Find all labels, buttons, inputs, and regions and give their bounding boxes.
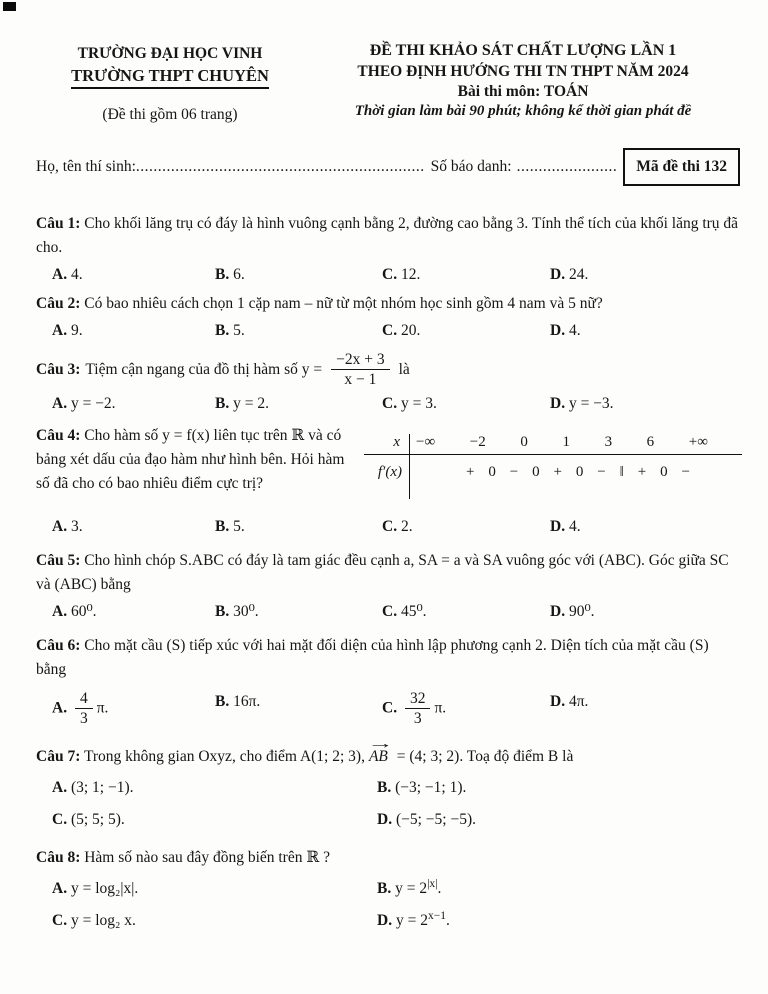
option-a: A. 3. [52,517,83,535]
school-block [36,42,304,124]
bxd-sign: ‖ [619,463,624,480]
question-4-options [36,515,742,539]
bxd-sign: 0 [488,463,496,480]
exam-title-line1: ĐỀ THI KHẢO SÁT CHẤT LƯỢNG LẦN 1 [369,42,677,59]
student-info-row [36,148,744,186]
option-a: A. (3; 1; −1). [52,779,134,797]
question-7-options [36,776,742,832]
student-id-dots: ....................... [516,158,618,175]
bxd-x-value: +∞ [688,433,708,450]
bxd-x-value: 0 [520,433,528,450]
bxd-sign: 0 [660,463,668,480]
exam-title-block [304,42,742,124]
question-1 [36,212,742,287]
bxd-sign: + [466,463,475,480]
option-d: D. 4. [550,517,581,535]
option-d: D. 90⁰. [550,602,595,620]
question-7-text-after: = (4; 3; 2). Toạ độ điểm B là [396,748,574,766]
questions-list [36,212,742,933]
option-a: A. 4. [52,266,83,283]
bxd-sign: − [597,463,606,480]
student-name-label: Họ, tên thí sinh: [36,158,136,175]
question-3-text-after: là [398,360,410,378]
question-7 [36,737,742,832]
student-id-label: Số báo danh: [430,158,512,175]
bxd-sign: 0 [575,463,584,480]
question-6-options [36,690,742,728]
question-2 [36,292,742,343]
option-a: A. y = log₂|x|. [52,880,139,898]
school-name: TRƯỜNG ĐẠI HỌC VINH [77,45,263,62]
question-3-fraction: $\frac{-2x + 3}{x - 1}$ [331,351,389,389]
option-c: C. 20. [382,322,421,339]
bxd-sign: + [637,463,647,480]
question-1-options [36,263,742,287]
exam-title-line2: THEO ĐỊNH HƯỚNG THI TN THPT NĂM 2024 [357,63,689,80]
question-5-options [36,600,742,624]
question-6 [36,634,742,728]
option-d: D. $y = 2^{x-1}$. [377,910,450,930]
question-7-label: Câu 7: [36,748,81,766]
question-4 [36,424,742,539]
bxd-x-value: 6 [646,433,655,450]
option-b: B. (−3; −1; 1). [377,779,467,797]
student-name-dots: .................................................................. [135,158,425,175]
option-c: C. (5; 5; 5). [52,811,125,829]
bxd-x-value: −∞ [416,433,436,450]
sign-table-fprime-label: f′(x) [364,455,410,499]
vector-arrow-icon: → [366,737,394,753]
question-4-label: Câu 4: [36,426,81,444]
option-a: A. y = −2. [52,394,116,412]
option-c: C. y = 3. [382,394,437,412]
option-d: D. 4. [550,322,581,339]
option-c-fraction: $\frac{32}{3}$ [405,690,431,728]
exam-header [0,0,768,124]
bxd-x-value: 1 [562,433,570,450]
option-c: C. 2. [382,517,413,535]
exam-duration: Thời gian làm bài 90 phút; không kể thời gian phát đề [354,103,692,119]
option-a: A. 60⁰. [52,602,97,620]
vector-ab: → AB [369,745,388,769]
question-5-text: Cho hình chóp S.ABC có đáy là tam giác đều cạnh a, SA = a và SA vuông góc với (ABC). Góc giữa SC và (ABC) bằng [36,551,729,593]
option-b: B. 6. [215,266,245,283]
question-3-label: Câu 3: [36,360,81,378]
question-6-text: Cho mặt cầu (S) tiếp xúc với hai mặt đối diện của hình lập phương cạnh 2. Diện tích của mặt cầu (S) bằng [36,636,709,678]
option-b: B. 5. [215,517,245,535]
question-1-text: Cho khối lăng trụ có đáy là hình vuông cạnh bằng 2, đường cao bằng 3. Tính thể tích của khối lăng trụ đã cho. [36,215,739,256]
bxd-x-value: −2 [469,433,486,450]
option-a-fraction: $\frac{4}{3}$ [75,690,93,728]
option-a: A. $\frac{4}{3}$ π. [52,689,109,728]
question-8-label: Câu 8: [36,849,81,867]
school-subname: TRƯỜNG THPT CHUYÊN [71,66,269,89]
option-b: B. y = 2. [215,394,269,412]
question-5 [36,549,742,624]
option-d: D. y = −3. [550,394,614,412]
option-b: B. $y = 2^{|x|}$. [377,878,442,898]
question-3-options [36,392,742,416]
option-d: D. 24. [550,266,589,283]
question-7-text: Trong không gian Oxyz, cho điểm A(1; 2; 3), [83,748,365,766]
bxd-sign: 0 [532,463,540,480]
pages-note: (Đề thi gồm 06 trang) [102,106,238,123]
sign-table-x-label: x [364,434,410,455]
question-2-text: Có bao nhiêu cách chọn 1 cặp nam – nữ từ một nhóm học sinh gồm 4 nam và 5 nữ? [84,295,603,312]
question-1-label: Câu 1: [36,215,81,232]
question-3 [36,351,742,416]
question-8-options [36,877,742,933]
question-3-text: Tiệm cận ngang của đồ thị hàm số y = [85,360,323,378]
option-d: D. (−5; −5; −5). [377,811,476,829]
exam-code-box: Mã đề thi 132 [623,148,740,186]
option-b: B. 5. [215,322,245,339]
bxd-sign: + [553,463,562,480]
option-b: B. 30⁰. [215,602,259,620]
bxd-sign: − [681,463,690,480]
bxd-x-values [410,434,742,455]
option-b: B. 16π. [215,692,261,710]
option-c: C. 12. [382,266,421,283]
bxd-x-value: 3 [604,433,613,450]
option-c: C. $\frac{32}{3}$ π. [382,689,447,728]
exam-subject: Bài thi môn: TOÁN [457,83,589,100]
question-6-label: Câu 6: [36,636,81,654]
question-2-options [36,319,742,343]
sign-table [354,424,742,499]
option-c: C. y = log₂ x. [52,912,136,930]
bxd-signs [410,455,742,499]
bxd-sign: − [509,463,519,480]
question-8-text: Hàm số nào sau đây đồng biến trên ℝ ? [84,849,330,867]
option-d: D. 4π. [550,692,589,710]
scan-artifact [3,2,16,11]
question-4-text: Cho hàm số y = f(x) liên tục trên ℝ và có bảng xét dấu của đạo hàm như hình bên. Hỏi hàm số đã cho có bao nhiêu điểm cực trị? [36,426,345,492]
question-5-label: Câu 5: [36,551,81,569]
question-2-label: Câu 2: [36,295,81,312]
option-c: C. 45⁰. [382,602,427,620]
option-a: A. 9. [52,322,83,339]
question-8 [36,846,742,933]
